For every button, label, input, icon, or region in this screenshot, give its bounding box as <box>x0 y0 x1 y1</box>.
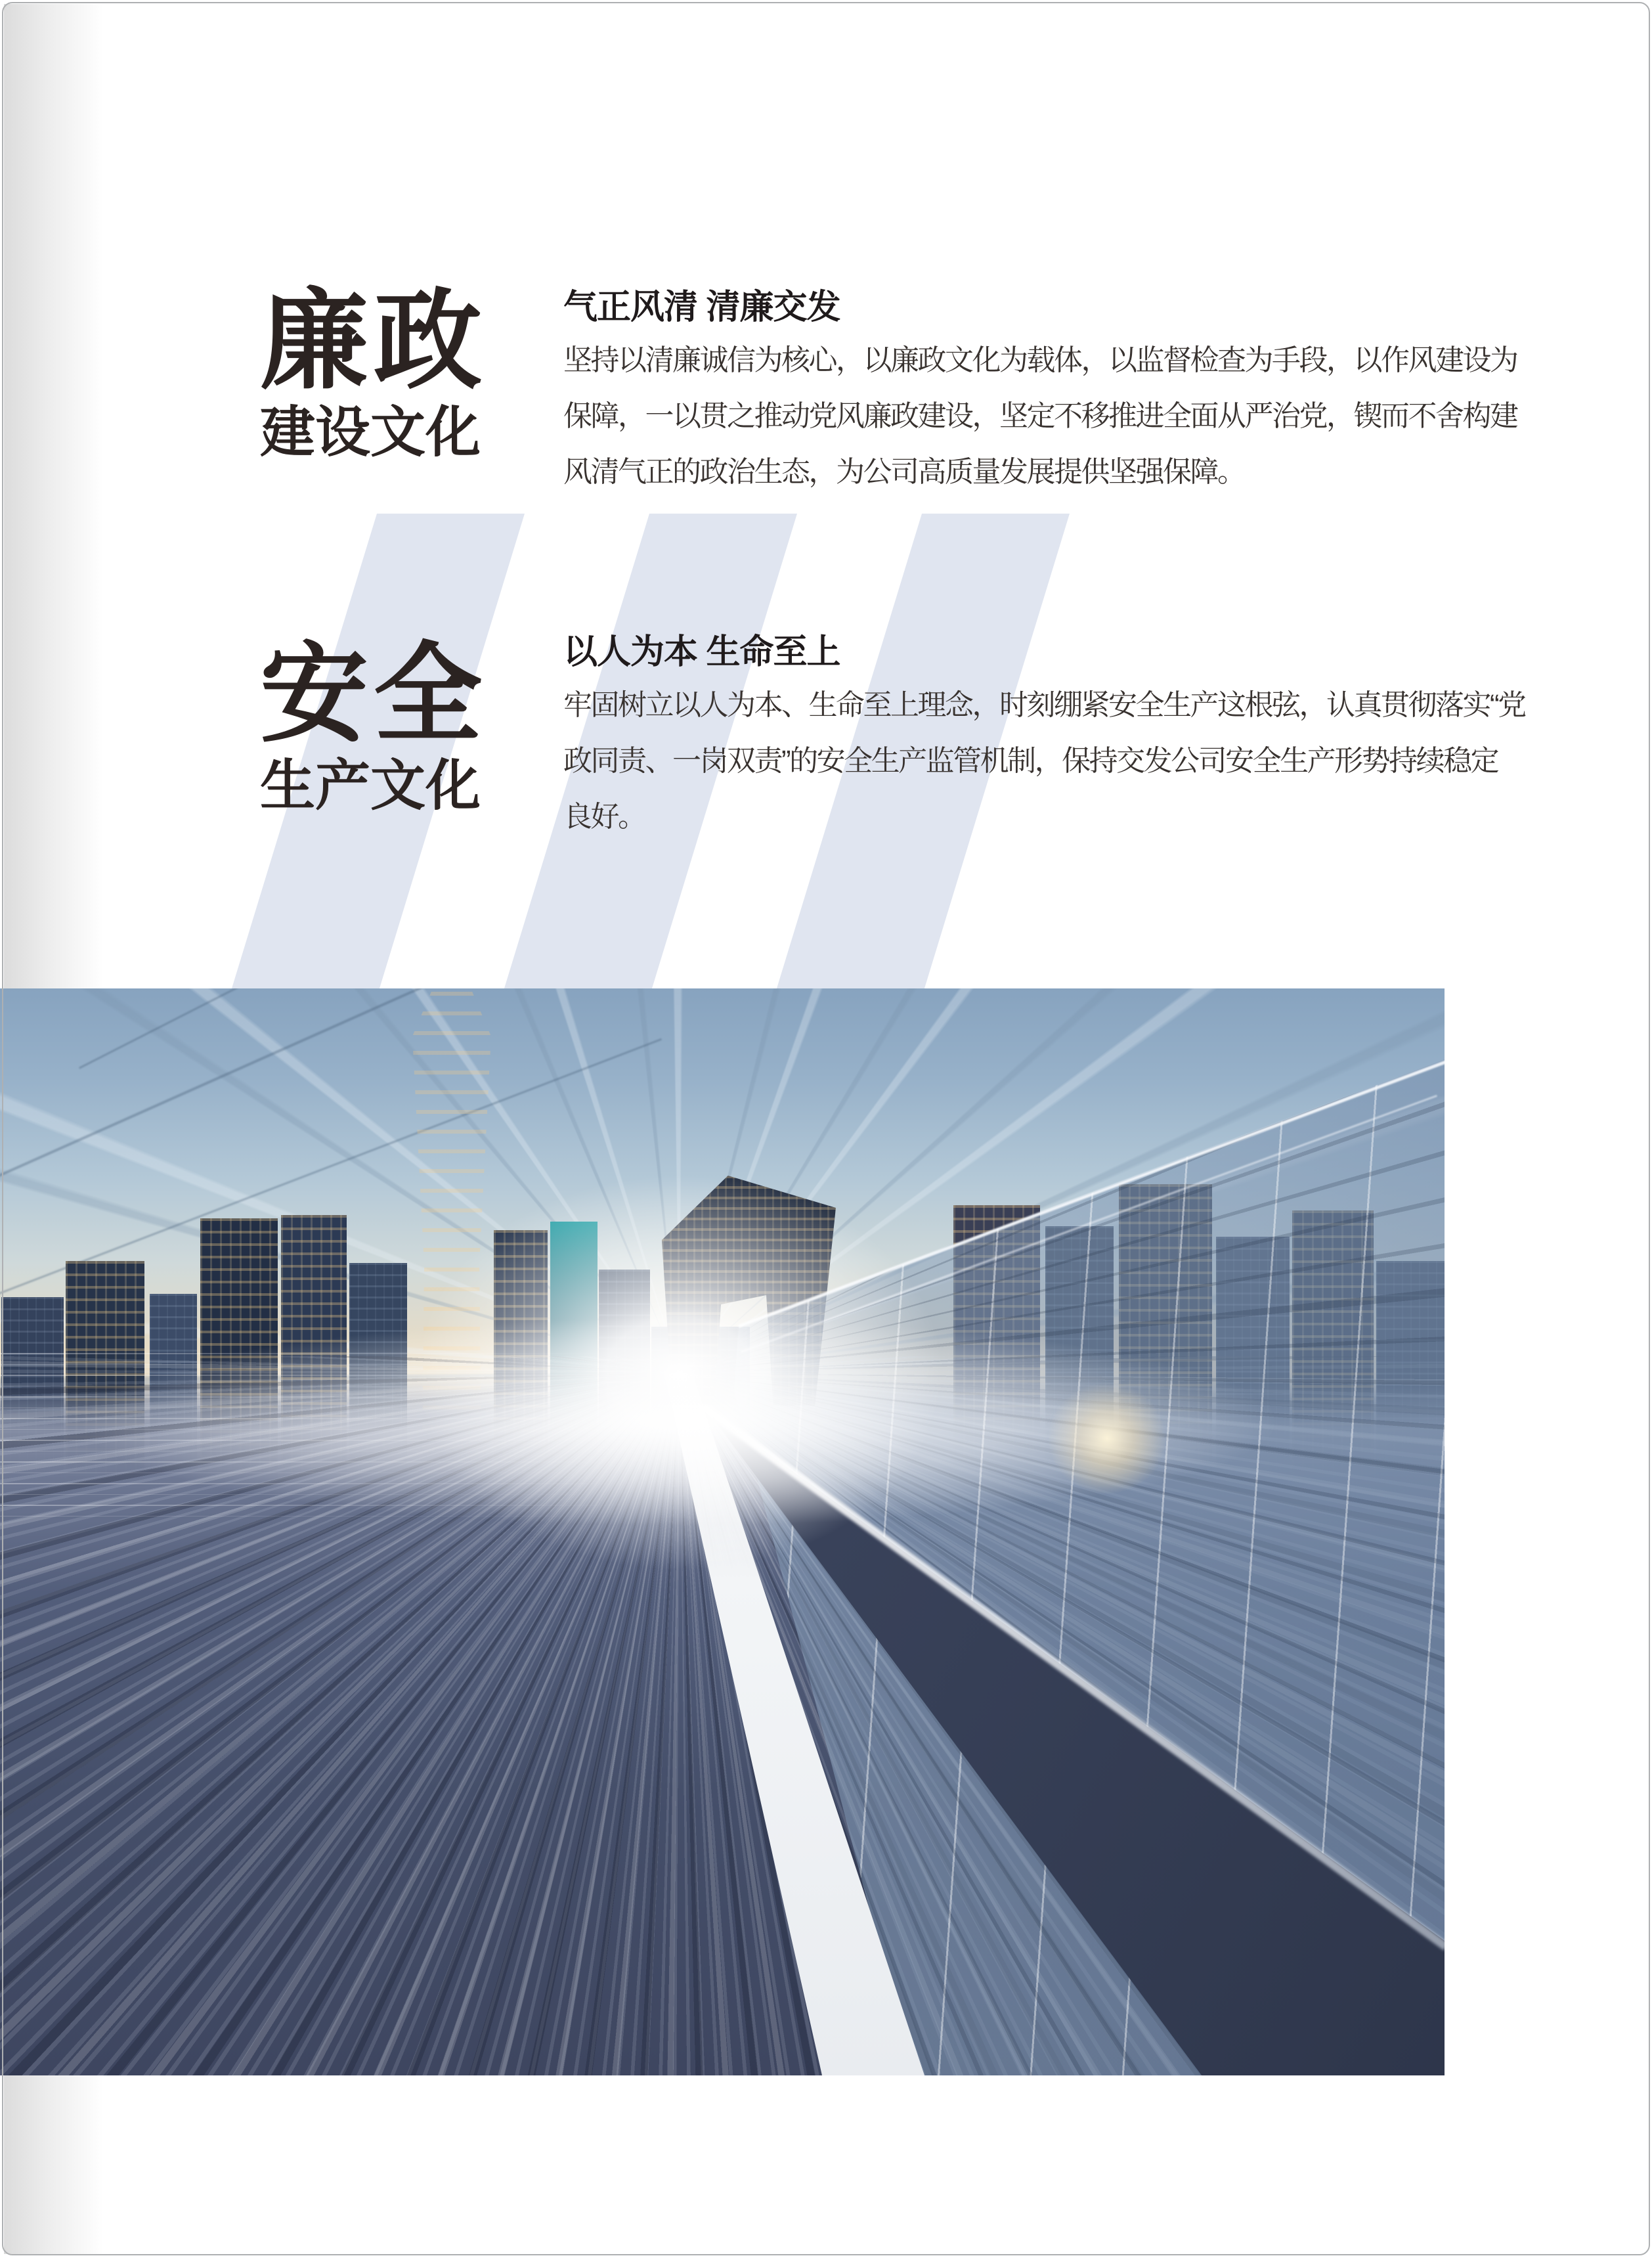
integrity-heading-main: 廉政 <box>260 280 481 401</box>
integrity-heading-block <box>260 280 481 463</box>
vanishing-point-glow <box>417 1176 942 1570</box>
integrity-text-column <box>563 288 1548 500</box>
safety-heading-block <box>260 634 481 816</box>
safety-heading-main: 安全 <box>260 634 481 755</box>
integrity-body-line: 保障，一以贯之推动党风廉政建设，坚定不移推进全面从严治党，锲而不舍构建 <box>563 400 1517 432</box>
page-gutter-shadow <box>4 2075 104 2254</box>
integrity-title: 气正风清 清廉交发 <box>563 288 840 326</box>
integrity-body-line: 风清气正的政治生态，为公司高质量发展提供坚强保障。 <box>563 456 1245 488</box>
safety-body-line: 政同责、一岗双责”的安全生产监管机制，保持交发公司安全生产形势持续稳定 <box>563 745 1498 777</box>
integrity-body-line: 坚持以清廉诚信为核心，以廉政文化为载体，以监督检查为手段，以作风建设为 <box>563 344 1517 376</box>
city-highway-photo <box>0 988 1445 2075</box>
safety-heading-sub: 生产文化 <box>260 755 481 816</box>
safety-title: 以人为本 生命至上 <box>563 633 840 671</box>
integrity-heading-sub: 建设文化 <box>260 401 481 463</box>
safety-text-column <box>563 632 1548 845</box>
safety-body-line: 牢固树立以人为本、生命至上理念，时刻绷紧安全生产这根弦，认真贯彻落实“党 <box>563 689 1525 721</box>
safety-body-line: 良好。 <box>563 801 645 833</box>
